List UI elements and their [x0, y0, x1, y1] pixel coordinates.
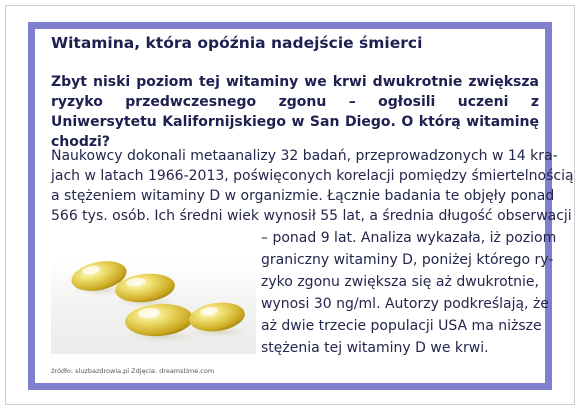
vitamin-capsules-photo — [51, 230, 256, 354]
body-line: zyko zgonu zwiększa się aż dwukrotnie, — [261, 274, 539, 290]
body-line: Naukowcy dokonali metaanalizy 32 badań, przeprowadzonych w 14 kra- — [51, 148, 558, 164]
body-line: jach w latach 1966-2013, poświęconych korelacji pomiędzy śmiertelnością — [51, 168, 574, 184]
article-content — [41, 34, 574, 375]
body-line: a stężeniem witaminy D w organizmie. Łącznie badania te objęły ponad — [51, 188, 555, 204]
article-lead: Zbyt niski poziom tej witaminy we krwi dwukrotnie zwiększa ryzyko przedwczesnego zgonu – ogłosili uczeni z Uniwersytetu Kalifornijskiego w San Diego. O którą witaminę chodzi? — [51, 74, 539, 150]
body-line: 566 tys. osób. Ich średni wiek wynosił 55 lat, a średnia długość obserwacji — [51, 208, 572, 224]
capsules-illustration — [51, 230, 256, 354]
body-line: – ponad 9 lat. Analiza wykazała, iż poziom — [261, 230, 557, 246]
body-line: stężenia tej witaminy D we krwi. — [261, 340, 489, 356]
article-title: Witamina, która opóźnia nadejście śmierci — [51, 34, 423, 52]
body-line: graniczny witaminy D, poniżej którego ry- — [261, 252, 554, 268]
body-line: aż dwie trzecie populacji USA ma niższe — [261, 318, 542, 334]
body-line: wynosi 30 ng/ml. Autorzy podkreślają, że — [261, 296, 549, 312]
source-credit: źródło: sluzbazdrowia.pl Zdjęcia: dreamstime.com — [51, 367, 215, 375]
